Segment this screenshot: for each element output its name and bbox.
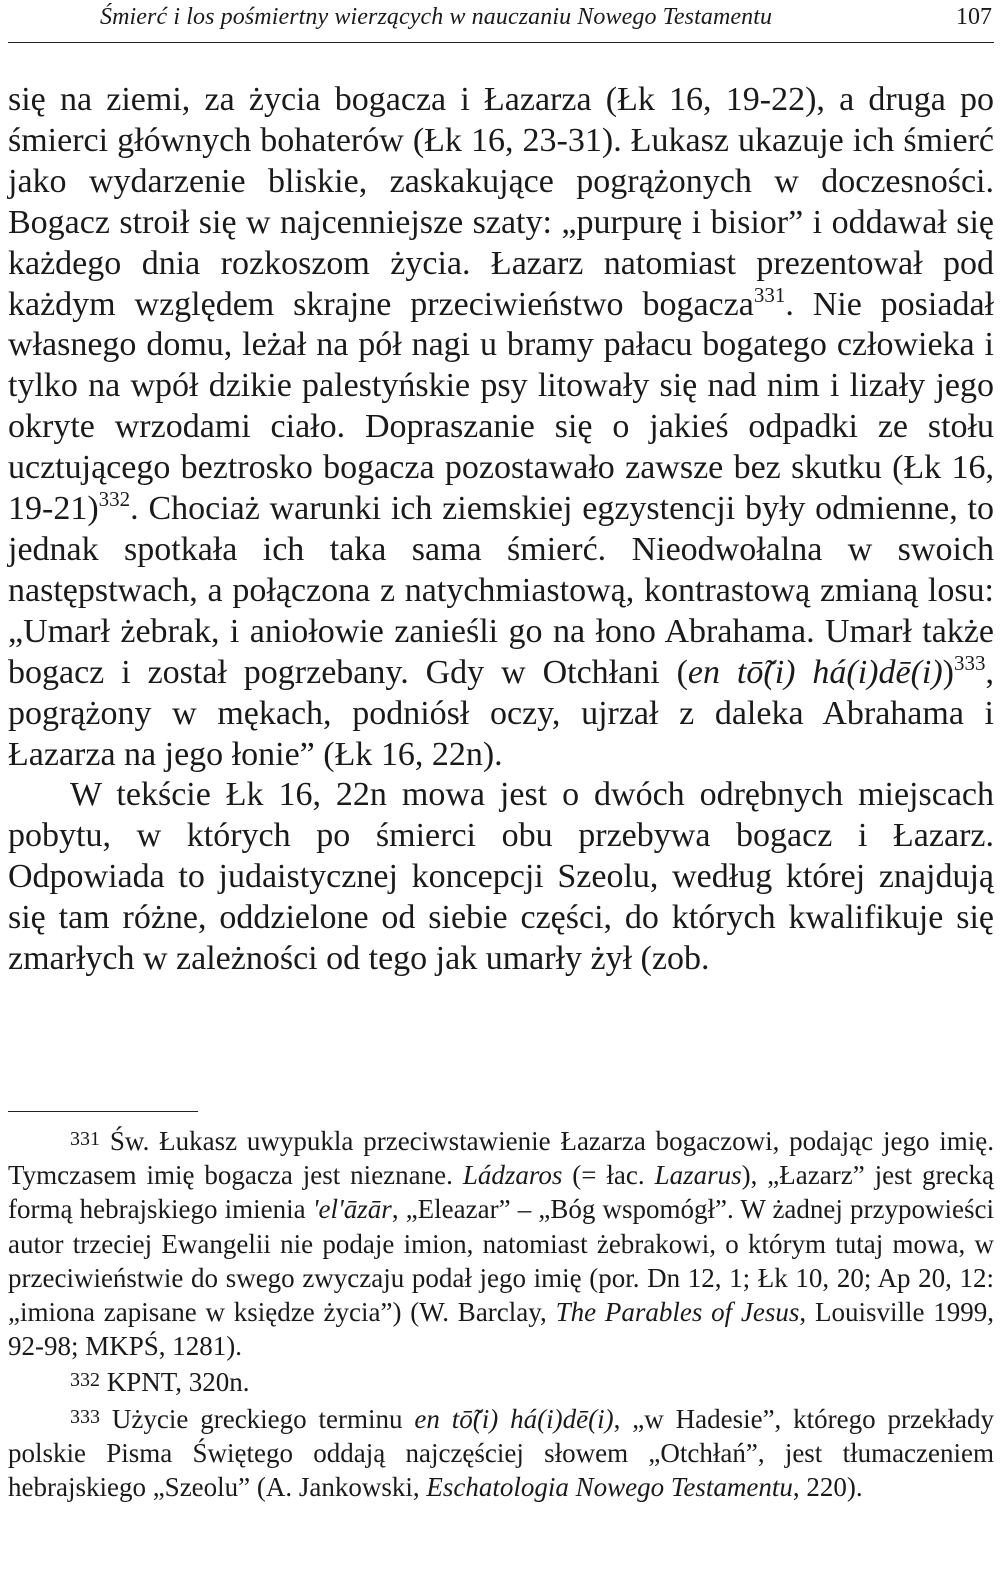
footnote-number: 331 — [70, 1128, 100, 1150]
footnote-number: 332 — [70, 1369, 100, 1392]
footnote-ref-331: 331 — [753, 282, 786, 307]
paragraph-2: W tekście Łk 16, 22n mowa jest o dwóch odrębnych miejscach pobytu, w których po śmierci obu przebywa bogacz i Łazarz. Odpowiada to judaistycznej koncepcji Szeolu, według której znajdują się tam różne, oddzielone od siebie części, do których kwalifikuje się zmarłych w zależności od tego jak umarły żył (zob. — [8, 776, 994, 978]
footnote-separator — [8, 1111, 198, 1112]
greek-term: en tō̃(i) há(i)dē(i) — [687, 653, 943, 691]
footnote-ref-333: 333 — [954, 650, 986, 675]
footnote-332: 332 KPNT, 320n. — [70, 1367, 250, 1398]
page-number: 107 — [956, 4, 992, 30]
paragraph-1: się na ziemi, za życia bogacza i Łazarza (Łk 16, 19-22), a druga po śmierci głównych bohaterów (Łk 16, 23-31). Łukasz ukazuje ich śmierć jako wydarzenie bliskie, zaskakujące pogrążonych w doczesności. Bogacz stroił się w najcenniejsze szaty: „purpurę i bisior” i oddawał się każdego dnia rozkoszom życia. Łazarz natomiast prezentował pod każdym względem skrajne przeciwieństwo bogacza$^{331}$. Nie posiadał własnego domu, leżał na pół nagi u bramy pałacu bogatego człowieka i tylko na wpół dzikie palestyńskie psy litowały się nad nim i lizały jego okryte wrzodami ciało. Dopraszanie się o jakieś odpadki ze stołu ucztującego beztrosko bogacza pozostawało zawsze bez skutku (Łk 16, 19-21)$^{332}$. Chociaż warunki ich ziemskiej egzystencji były odmienne, to jednak spotkała ich taka sama śmierć. Nieodwołalna w swoich następstwach, a połączona z natychmiastową, kontrastową zmianą losu: „Umarł żebrak, i aniołowie zanieśli go na łono Abrahama. Umarł także bogacz i został pogrzebany. Gdy w Otchłani (en tō̃(i) há(i)dē(i))$^{333}$, pogrążony w mękach, podniósł oczy, ujrzał z daleka Abrahama i Łazarza na jego łonie” (Łk 16, 22n). — [8, 81, 994, 773]
main-text — [8, 80, 994, 980]
footnote-331: 331 Św. Łukasz uwypukla przeciwstawienie Łazarza bogaczowi, podając jego imię. Tymczasem imię bogacza jest nieznane. Ládzaros (= łac. Lazarus), „Łazarz” jest grecką formą hebrajskiego imienia 'el'āzār, „Eleazar” – „Bóg wspomógł”. W żadnej przypowieści autor trzeciej Ewangelii nie podaje imion, natomiast żebrakowi, o którym tutaj mowa, w przeciwieństwie do swego zwyczaju podał jego imię (por. Dn 12, 1; Łk 10, 20; Ap 20, 12: „imiona zapisane w księdze życia”) (W. Barclay, The Parables of Jesus, Louisville 1999, 92-98; MKPŚ, 1281). — [8, 1126, 994, 1362]
running-title: Śmierć i los pośmiertny wierzących w nauczaniu Nowego Testamentu — [100, 4, 773, 30]
footnote-333: 333 Użycie greckiego terminu en tō̃(i) há(i)dē(i), „w Hadesie”, którego przekłady polskie Pisma Świętego oddają najczęściej słowem „Otchłań”, jest tłumaczeniem hebrajskiego „Szeolu” (A. Jankowski, Eschatologia Nowego Testamentu, 220). — [8, 1403, 994, 1503]
footnotes — [8, 1122, 994, 1504]
footnote-number: 333 — [70, 1405, 100, 1428]
book-page — [8, 0, 994, 1503]
running-header — [8, 0, 994, 43]
footnote-ref-332: 332 — [98, 487, 131, 512]
